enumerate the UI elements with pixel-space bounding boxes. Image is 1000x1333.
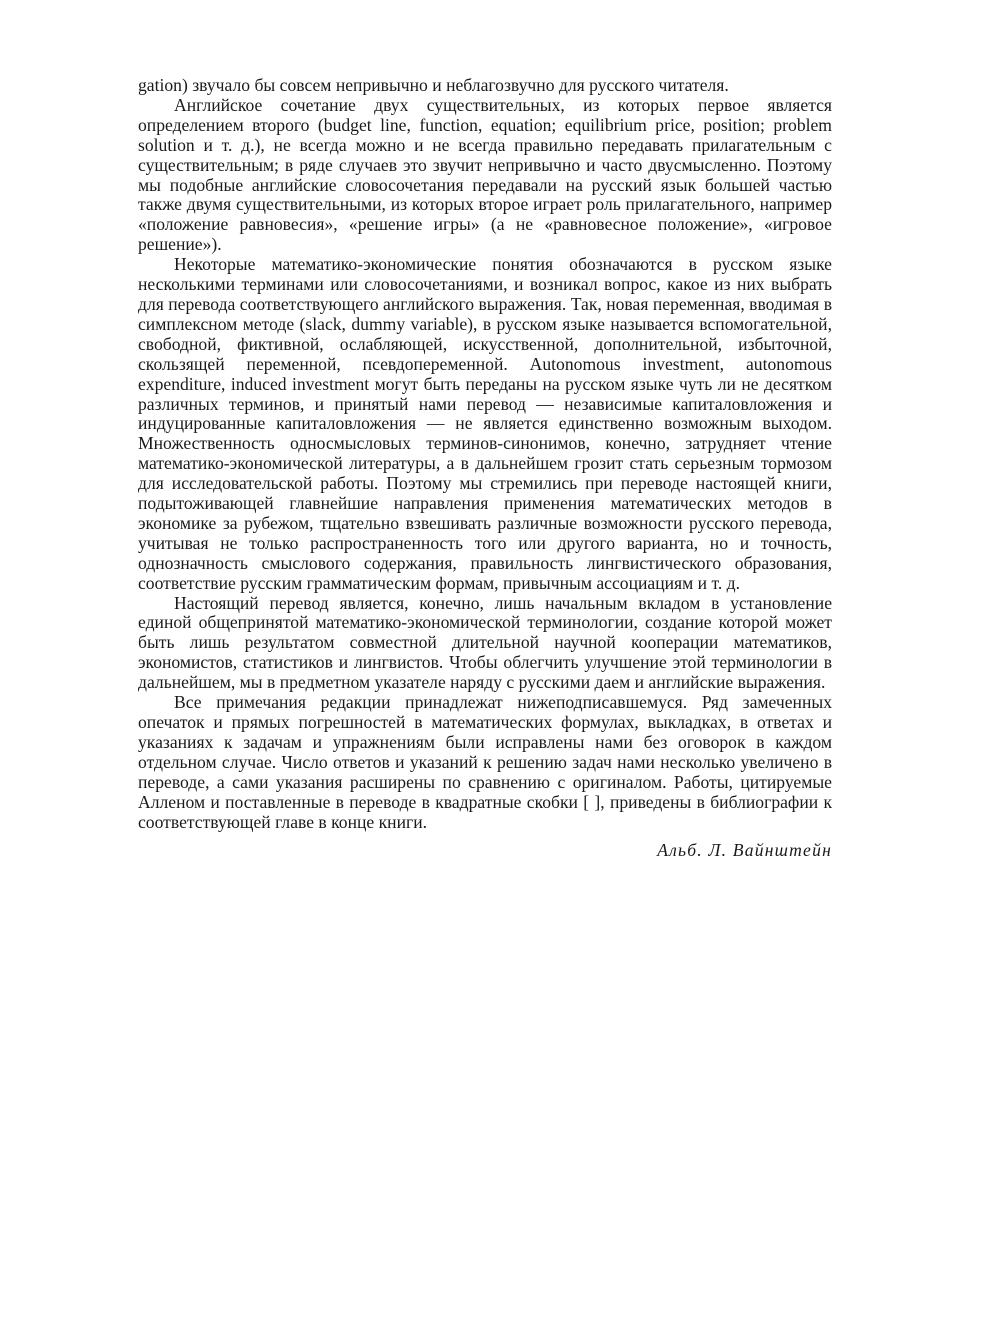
paragraph-2: Английское сочетание двух существительных, из которых первое является определением второго (budget line, function, equation; equilibrium price, position; problem solution и т. д.), не всегда можно и не всегда правильно передавать прилагательным с существительным; в ряде случаев это звучит непривычно и часто двусмысленно. Поэтому мы подобные английские словосочетания передавали на русский язык большей частью также двумя существительными, из которых второе играет роль прилагательного, например «положение равновесия», «решение игры» (а не «равновесное положение», «игровое решение»). bbox=[138, 94, 832, 255]
paragraph-4: Настоящий перевод является, конечно, лишь начальным вкладом в установление единой общепринятой математико-экономической терминологии, создание которой может быть лишь результатом совместной длительной научной кооперации математиков, экономистов, статистиков и лингвистов. Чтобы облегчить улучшение этой терминологии в дальнейшем, мы в предметном указателе наряду с русскими даем и английские выражения. bbox=[138, 592, 832, 693]
document-page bbox=[138, 76, 832, 861]
paragraph-3: Некоторые математико-экономические понятия обозначаются в русском языке несколькими терминами или словосочетаниями, и возникал вопрос, какое из них выбрать для перевода соответствующего английского выражения. Так, новая переменная, вводимая в симплексном методе (slack, dummy variable), в русском языке называется вспомогательной, свободной, фиктивной, ослабляющей, искусственной, дополнительной, избыточной, скользящей переменной, псевдопеременной. Autonomous investment, autonomous expenditure, induced investment могут быть переданы на русском языке чуть ли не десятком различных терминов, и принятый нами перевод — независимые капиталовложения и индуцированные капиталовложения — не является единственно возможным выходом. Множественность односмысловых терминов-синонимов, конечно, затрудняет чтение математико-экономической литературы, а в дальнейшем грозит стать серьезным тормозом для исследовательской работы. Поэтому мы стремились при переводе настоящей книги, подытоживающей главнейшие направления применения математических методов в экономике за рубежом, тщательно взвешивать различные возможности русского перевода, учитывая не только распространенность того или другого варианта, но и точность, однозначность смыслового содержания, правильность лингвистического образования, соответствие русским грамматическим формам, привычным ассоциациям и т. д. bbox=[138, 254, 832, 593]
paragraph-5: Все примечания редакции принадлежат нижеподписавшемуся. Ряд замеченных опечаток и прямых погрешностей в математических формулах, выкладках, в ответах и указаниях к задачам и упражнениям были исправлены нами без оговорок в каждом отдельном случае. Число ответов и указаний к решению задач нами несколько увеличено в переводе, а сами указания расширены по сравнению с оригиналом. Работы, цитируемые Алленом и поставленные в переводе в квадратные скобки [ ], приведены в библиографии к соответствующей главе в конце книги. bbox=[138, 692, 832, 832]
signature: Альб. Л. Вайнштейн bbox=[657, 840, 832, 861]
paragraph-1: gation) звучало бы совсем непривычно и неблагозвучно для русского читателя. bbox=[138, 75, 729, 95]
